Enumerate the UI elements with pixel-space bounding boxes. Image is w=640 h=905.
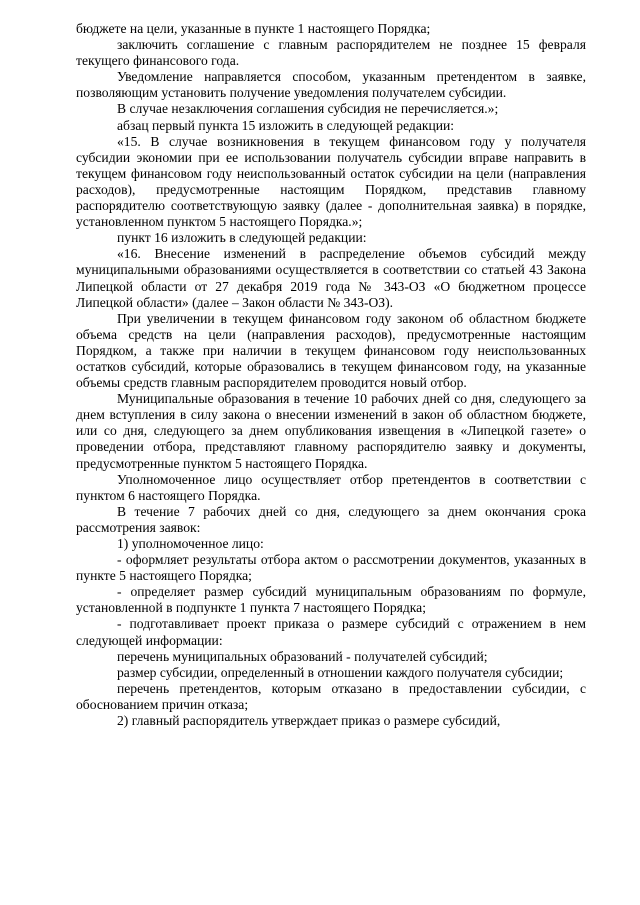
paragraph: «15. В случае возникновения в текущем финансовом году у получателя субсидии экономии при ее использовании получатель субсидии вправе направить в текущем финансовом году неиспользованный остаток субсидии на цели (направления расходов), предусмотренные настоящим Порядком, представив главному распорядителю соответствующую заявку (далее - дополнительная заявка) в порядке, установленном пунктом 5 настоящего Порядка.»; <box>76 133 586 230</box>
paragraph: Муниципальные образования в течение 10 рабочих дней со дня, следующего за днем вступления в силу закона о внесении изменений в закон об областном бюджете, или со дня, следующего за днем опубликования извещения в «Липецкой газете» о проведении отбора, представляют главному распорядителю заявку и документы, предусмотренные пунктом 5 настоящего Порядка. <box>76 391 586 471</box>
paragraph: В течение 7 рабочих дней со дня, следующего за днем окончания срока рассмотрения заявок: <box>76 503 586 535</box>
paragraph: Уполномоченное лицо осуществляет отбор претендентов в соответствии с пунктом 6 настоящего Порядка. <box>76 471 586 503</box>
paragraph: пункт 16 изложить в следующей редакции: <box>117 230 367 246</box>
paragraph: В случае незаключения соглашения субсидия не перечисляется.»; <box>117 101 499 117</box>
paragraph: 2) главный распорядитель утверждает приказ о размере субсидий, <box>117 713 501 729</box>
document-page <box>76 21 586 729</box>
paragraph: абзац первый пункта 15 изложить в следующей редакции: <box>117 117 455 133</box>
paragraph: перечень претендентов, которым отказано в предоставлении субсидии, с обоснованием причин отказа; <box>76 680 586 712</box>
paragraph: 1) уполномоченное лицо: <box>117 536 264 551</box>
paragraph: - оформляет результаты отбора актом о рассмотрении документов, указанных в пункте 5 настоящего Порядка; <box>76 552 586 584</box>
paragraph: «16. Внесение изменений в распределение объемов субсидий между муниципальными образованиями осуществляется в соответствии со статьей 43 Закона Липецкой области от 27 декабря 2019 года № 343-ОЗ «О бюджетном процессе Липецкой области» (далее – Закон области № 343-ОЗ). <box>76 246 586 310</box>
paragraph: - подготавливает проект приказа о размере субсидий с отражением в нем следующей информации: <box>76 616 586 648</box>
paragraph: При увеличении в текущем финансовом году законом об областном бюджете объема средств на цели (направления расходов), предусмотренные настоящим Порядком, а также при наличии в текущем финансовом году неиспользованных остатков субсидий, которые образовались в текущем финансовом году, на указанные объемы средств главным распорядителем проводится новый отбор. <box>76 310 586 391</box>
paragraph: - определяет размер субсидий муниципальным образованиям по формуле, установленной в подпункте 1 пункта 7 настоящего Порядка; <box>76 584 586 616</box>
paragraph: перечень муниципальных образований - получателей субсидий; <box>117 648 488 664</box>
paragraph: заключить соглашение с главным распорядителем не позднее 15 февраля текущего финансового года. <box>76 37 586 69</box>
paragraph: размер субсидии, определенный в отношении каждого получателя субсидии; <box>117 664 564 680</box>
paragraph: бюджете на цели, указанные в пункте 1 настоящего Порядка; <box>76 21 431 36</box>
paragraph: Уведомление направляется способом, указанным претендентом в заявке, позволяющим установить получение уведомления получателем субсидии. <box>76 69 586 101</box>
